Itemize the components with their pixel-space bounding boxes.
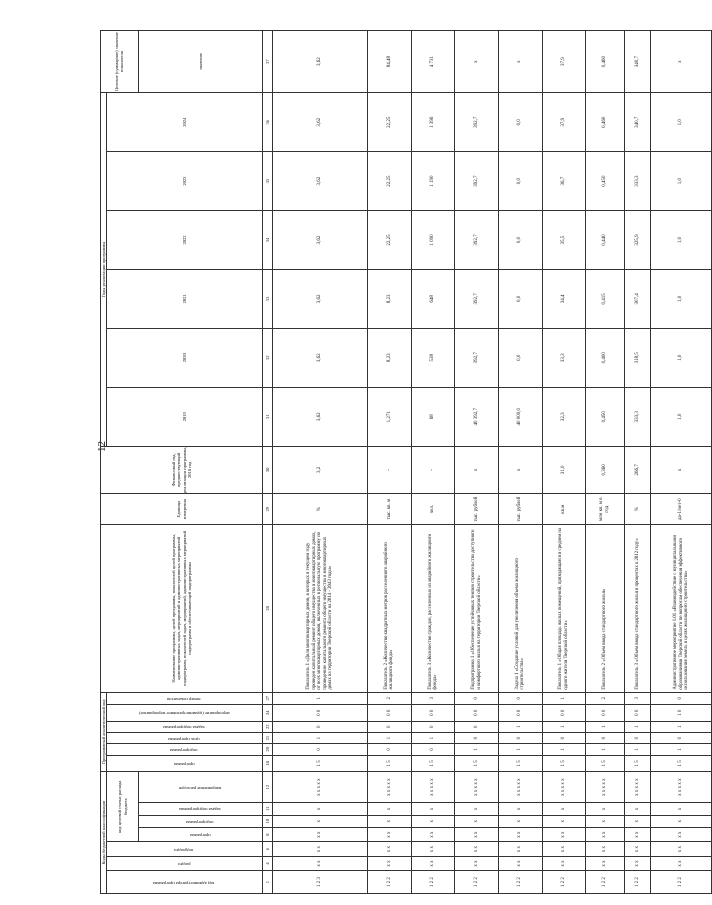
target-value-cell: 3,62 xyxy=(273,31,368,93)
code-task-cell: 0 xyxy=(273,721,368,732)
code-indicator-cell: 0 xyxy=(455,692,499,704)
code-program-cell: 1 5 xyxy=(586,755,625,772)
year-value-cell: 37,9 xyxy=(542,93,586,152)
year-value-cell: 0,450 xyxy=(586,152,625,211)
base-year-cell: 266,7 xyxy=(624,446,650,494)
year-2023-header: 2023 xyxy=(107,152,263,211)
year-value-cell: 307,4 xyxy=(624,269,650,328)
code-direction-cell: x x x x x xyxy=(498,772,542,803)
code-section-cell: x x xyxy=(498,856,542,870)
index-cell: 31 xyxy=(263,387,273,446)
year-value-cell: 392,7 xyxy=(455,328,499,387)
page-number: 12 xyxy=(96,441,108,452)
year-value-cell: 0,0 xyxy=(498,93,542,152)
code-admin-cell: 1 2 2 xyxy=(498,871,542,894)
col-code-subprogram: подпрограмма xyxy=(170,747,198,753)
year-value-cell: 648 xyxy=(411,269,455,328)
code-direction-cell: x x x x x xyxy=(411,772,455,803)
code-program-cell: 1 5 xyxy=(455,755,499,772)
code-subprogram-cell: 0 xyxy=(411,744,455,755)
year-value-cell: 0,450 xyxy=(586,387,625,446)
code-program-cell: 1 5 xyxy=(498,755,542,772)
year-value-cell: 1 090 xyxy=(411,211,455,270)
code-subsection-cell: x x xyxy=(455,842,499,856)
target-value-cell: 4 731 xyxy=(411,31,455,93)
index-cell: 1 xyxy=(263,871,273,894)
code-subsection-cell: x x xyxy=(411,842,455,856)
code-subprogram-x-cell: x xyxy=(624,815,650,827)
target-value-cell: 0,460 xyxy=(586,31,625,93)
code-subprogram-x-cell: x xyxy=(455,815,499,827)
code-subprogram-x-cell: x xyxy=(542,815,586,827)
code-event-cell: 0 0 xyxy=(542,704,586,721)
code-task-cell: 1 xyxy=(586,721,625,732)
table-row xyxy=(455,31,499,894)
year-value-cell: 0,400 xyxy=(586,328,625,387)
year-value-cell: 8,23 xyxy=(368,269,412,328)
unit-header: Единица измерения xyxy=(101,494,263,525)
item-name-cell: Показатель 3 «Количество граждан, расселенных из аварийного жилищного фонда» xyxy=(411,525,455,692)
index-cell: 10 xyxy=(263,815,273,827)
code-program-cell: 1 5 xyxy=(542,755,586,772)
code-task-cell: 0 xyxy=(368,721,412,732)
year-value-cell: 1,0 xyxy=(651,328,712,387)
years-header: Годы реализации программы xyxy=(101,93,107,446)
col-direction: направление расходов xyxy=(178,785,222,791)
index-cell: 4 xyxy=(263,856,273,870)
code-subprogram-x-cell: x xyxy=(368,815,412,827)
index-cell: 30 xyxy=(263,446,273,494)
year-value-cell: 0,415 xyxy=(586,269,625,328)
program-code-header: Программный аналитический код xyxy=(101,692,107,772)
code-admin-cell: 1 2 3 xyxy=(273,871,368,894)
year-value-cell: 333,3 xyxy=(624,152,650,211)
code-direction-cell: x x x x x xyxy=(368,772,412,803)
year-value-cell: 35,5 xyxy=(542,211,586,270)
base-year-cell: 3,2 xyxy=(273,446,368,494)
code-goal-cell: 0 xyxy=(586,732,625,743)
col-subsection: подраздел xyxy=(174,847,194,853)
year-value-cell: 36,7 xyxy=(542,152,586,211)
target-value-cell: 37,9 xyxy=(542,31,586,93)
item-name-cell: Показатель 2 «Количество квадратных метров расселенного аварийного жилищного фонда» xyxy=(368,525,412,692)
base-year-cell: 31,0 xyxy=(542,446,586,494)
code-program-x-cell: x x xyxy=(542,827,586,841)
year-value-cell: 22,25 xyxy=(368,211,412,270)
index-cell: 22 xyxy=(263,721,273,732)
code-section-cell: x x xyxy=(542,856,586,870)
budget-codes-header: Коды бюджетной классификации xyxy=(101,772,107,894)
year-value-cell: 3,62 xyxy=(273,269,368,328)
code-subsection-cell: x x xyxy=(586,842,625,856)
target-value-header: значение xyxy=(138,31,262,93)
unit-cell: да-1/нет-0 xyxy=(651,494,712,525)
year-value-cell: 1,271 xyxy=(368,387,412,446)
year-value-cell: 392,7 xyxy=(455,211,499,270)
code-subprogram-cell: 1 xyxy=(455,744,499,755)
code-direction-cell: x x x x x xyxy=(651,772,712,803)
col-admin-code: код администратора программы xyxy=(153,880,215,886)
code-section-cell: x x xyxy=(273,856,368,870)
code-program-cell: 1 5 xyxy=(368,755,412,772)
code-direction-cell: x x x x x xyxy=(586,772,625,803)
item-name-cell: Показатель 2 «Объем ввода стандартного жилья» xyxy=(586,525,625,692)
year-value-cell: 22,25 xyxy=(368,93,412,152)
code-subprogram-x-cell: x xyxy=(273,815,368,827)
program-indicators-table xyxy=(100,30,712,894)
code-goal-cell: 0 xyxy=(542,732,586,743)
base-year-cell: - xyxy=(368,446,412,494)
unit-cell: млн кв. м в год xyxy=(586,494,625,525)
code-direction-cell: x x x x x xyxy=(624,772,650,803)
year-value-cell: 538 xyxy=(411,328,455,387)
index-cell: 37 xyxy=(263,31,273,93)
code-event-cell: 0 0 xyxy=(411,704,455,721)
year-2024-header: 2024 xyxy=(107,93,263,152)
item-name-cell: Показатель 3 «Объем ввода стандартного жилья в процентах к 2012 году» xyxy=(624,525,650,692)
code-subsection-cell: x x xyxy=(542,842,586,856)
code-indicator-cell: 0 xyxy=(651,692,712,704)
code-section-cell: x x xyxy=(368,856,412,870)
year-value-cell: 1,0 xyxy=(651,211,712,270)
year-value-cell: 392,7 xyxy=(455,93,499,152)
code-subprogram-x-cell: x xyxy=(411,815,455,827)
code-program-x-cell: x x xyxy=(411,827,455,841)
expenditure-type-header: код целевой статьи расхода бюджета xyxy=(107,772,139,842)
year-value-cell: 68 xyxy=(411,387,455,446)
year-value-cell: 34,4 xyxy=(542,269,586,328)
index-cell: 32 xyxy=(263,328,273,387)
col-code-task: задача подпрограммы xyxy=(163,725,205,731)
code-section-cell: x x xyxy=(455,856,499,870)
col-code-goal: цель программы xyxy=(168,736,200,742)
year-value-cell: 392,7 xyxy=(455,269,499,328)
code-subsection-cell: x x xyxy=(651,842,712,856)
year-value-cell: 1,0 xyxy=(651,152,712,211)
item-name-cell: Подпрограмма 1 «Обеспечение устойчивых темпов строительства доступного и комфортного жилья на территории Тверской области» xyxy=(455,525,499,692)
base-year-cell: 0,360 xyxy=(586,446,625,494)
code-event-cell: 0 0 xyxy=(368,704,412,721)
code-task-x-cell: x xyxy=(651,803,712,815)
code-task-x-cell: x xyxy=(411,803,455,815)
code-subprogram-cell: 1 xyxy=(498,744,542,755)
year-value-cell: 1 396 xyxy=(411,93,455,152)
unit-cell: тыс. рублей xyxy=(455,494,499,525)
unit-cell: % xyxy=(624,494,650,525)
code-program-x-cell: x x xyxy=(624,827,650,841)
code-indicator-cell: 1 xyxy=(273,692,368,704)
code-direction-cell: x x x x x xyxy=(273,772,368,803)
code-admin-cell: 1 2 2 xyxy=(651,871,712,894)
year-2019-header: 2019 xyxy=(107,387,263,446)
year-value-cell: 392,7 xyxy=(455,152,499,211)
base-year-cell: x xyxy=(651,446,712,494)
table-row xyxy=(624,31,650,894)
year-value-cell: 3,62 xyxy=(273,211,368,270)
unit-cell: чел. xyxy=(411,494,455,525)
code-indicator-cell: 3 xyxy=(411,692,455,704)
code-task-x-cell: x xyxy=(498,803,542,815)
code-event-cell: 0 0 xyxy=(273,704,368,721)
year-value-cell: 3,62 xyxy=(273,387,368,446)
table-row xyxy=(586,31,625,894)
year-value-cell: 22,25 xyxy=(368,152,412,211)
year-value-cell: 1,0 xyxy=(651,269,712,328)
code-task-cell: 1 xyxy=(542,721,586,732)
code-subprogram-cell: 0 xyxy=(368,744,412,755)
code-goal-cell: 0 xyxy=(498,732,542,743)
code-subprogram-x-cell: x xyxy=(651,815,712,827)
col-code-event: мероприятие (административное мероприятие) xyxy=(138,711,230,717)
financial-year-header: Финансовый год, предшествующий реализации программы, 2018 год xyxy=(101,446,263,494)
name-header: Наименование программы, целей программы, показателей целей программы, административных задач, мероприятий и административных мероприятий подпрограмм, показателей задач, мероприятий, административных мероприятий подпрограмм и обеспечивающей подпрограммы xyxy=(101,525,263,692)
index-cell: 27 xyxy=(263,692,273,704)
col-code-indicator: номер показателя xyxy=(167,696,201,702)
code-direction-cell: x x x x x xyxy=(542,772,586,803)
year-value-cell: 0,0 xyxy=(498,211,542,270)
code-indicator-cell: 2 xyxy=(586,692,625,704)
table-row xyxy=(411,31,455,894)
year-2020-header: 2020 xyxy=(107,328,263,387)
code-section-cell: x x xyxy=(586,856,625,870)
col-code-program: программа xyxy=(173,761,195,767)
index-cell: 36 xyxy=(263,93,273,152)
code-section-cell: x x xyxy=(624,856,650,870)
index-cell: 11 xyxy=(263,803,273,815)
code-admin-cell: 1 2 2 xyxy=(411,871,455,894)
year-value-cell: 1,0 xyxy=(651,387,712,446)
target-value-cell: 340,7 xyxy=(624,31,650,93)
code-program-x-cell: x x xyxy=(368,827,412,841)
code-subsection-cell: x x xyxy=(273,842,368,856)
col-section: раздел xyxy=(177,862,191,868)
code-program-cell: 1 5 xyxy=(273,755,368,772)
year-value-cell: 0,0 xyxy=(498,152,542,211)
code-subsection-cell: x x xyxy=(498,842,542,856)
item-name-cell: Административное мероприятие 1.01 «Взаимодействие с муниципальными образованиями Тверской области по вопросам обеспечения эффективного использования земель в целях жилищного строительства» xyxy=(651,525,712,692)
code-indicator-cell: 0 xyxy=(498,692,542,704)
year-value-cell: 32,3 xyxy=(542,387,586,446)
code-subprogram-cell: 1 xyxy=(586,744,625,755)
code-admin-cell: 1 2 2 xyxy=(455,871,499,894)
code-admin-cell: 1 2 2 xyxy=(624,871,650,894)
code-event-cell: 0 0 xyxy=(624,704,650,721)
index-cell: 35 xyxy=(263,152,273,211)
unit-cell: тыс. кв. м xyxy=(368,494,412,525)
index-cell: 24 xyxy=(263,704,273,721)
col-task: задача подпрограммы xyxy=(179,807,221,813)
code-subprogram-x-cell: x xyxy=(586,815,625,827)
code-subsection-cell: x x xyxy=(368,842,412,856)
code-goal-cell: 1 xyxy=(411,732,455,743)
code-goal-cell: 0 xyxy=(651,732,712,743)
code-task-cell: 0 xyxy=(455,721,499,732)
index-cell: 6 xyxy=(263,842,273,856)
index-cell: 12 xyxy=(263,772,273,803)
code-subprogram-cell: 1 xyxy=(542,744,586,755)
year-value-cell: 33,3 xyxy=(542,328,586,387)
unit-cell: тыс. рублей xyxy=(498,494,542,525)
table-row xyxy=(368,31,412,894)
target-value-cell: 84,48 xyxy=(368,31,412,93)
year-value-cell: 0,0 xyxy=(498,328,542,387)
year-value-cell: 3,62 xyxy=(273,328,368,387)
code-task-x-cell: x xyxy=(542,803,586,815)
code-event-cell: 0 0 xyxy=(498,704,542,721)
unit-cell: % xyxy=(273,494,368,525)
table-body xyxy=(273,31,712,894)
year-value-cell: 8,23 xyxy=(368,328,412,387)
target-value-cell: x xyxy=(455,31,499,93)
table-row xyxy=(651,31,712,894)
year-value-cell: 3,62 xyxy=(273,93,368,152)
code-task-x-cell: x xyxy=(586,803,625,815)
code-admin-cell: 1 2 2 xyxy=(542,871,586,894)
index-cell: 18 xyxy=(263,755,273,772)
code-task-x-cell: x xyxy=(624,803,650,815)
code-subprogram-x-cell: x xyxy=(498,815,542,827)
table-row xyxy=(542,31,586,894)
code-indicator-cell: 3 xyxy=(624,692,650,704)
target-header: Целевое (суммарное) значение показателя xyxy=(101,31,139,93)
year-value-cell: 0,440 xyxy=(586,211,625,270)
code-subsection-cell: x x xyxy=(624,842,650,856)
year-2021-header: 2021 xyxy=(107,269,263,328)
year-value-cell: 325,9 xyxy=(624,211,650,270)
index-cell: 34 xyxy=(263,211,273,270)
code-goal-cell: 0 xyxy=(455,732,499,743)
code-section-cell: x x xyxy=(651,856,712,870)
year-value-cell: 1 190 xyxy=(411,152,455,211)
index-cell: 21 xyxy=(263,732,273,743)
code-subprogram-cell: 1 xyxy=(624,744,650,755)
table-row xyxy=(273,31,368,894)
year-value-cell: 318,5 xyxy=(624,328,650,387)
code-program-cell: 1 5 xyxy=(624,755,650,772)
code-indicator-cell: 1 xyxy=(542,692,586,704)
code-goal-cell: 0 xyxy=(624,732,650,743)
code-task-cell: 0 xyxy=(411,721,455,732)
code-program-x-cell: x x xyxy=(273,827,368,841)
col-program: программа xyxy=(189,833,211,839)
item-name-cell: Показатель 1 «Доля многоквартирных домов, в которых в текущем году проведен капитальный ремонт общего имущества в многоквартирных домах, от всех многоквартирных домов, включенных в региональную программу по проведению капитального ремонта общего имущества в многоквартирных домах на территории Тверской области на 2014 - 2043 годы» xyxy=(273,525,368,692)
index-cell: 8 xyxy=(263,827,273,841)
year-value-cell: 333,3 xyxy=(624,387,650,446)
target-value-cell: x xyxy=(651,31,712,93)
year-value-cell: 3,62 xyxy=(273,152,368,211)
code-subprogram-cell: 1 xyxy=(651,744,712,755)
code-task-x-cell: x xyxy=(273,803,368,815)
item-name-cell: Показатель 1 «Общая площадь жилых помещений, приходящаяся в среднем на одного жителя Тверской области» xyxy=(542,525,586,692)
col-subprogram: подпрограмма xyxy=(186,819,214,825)
code-admin-cell: 1 2 2 xyxy=(368,871,412,894)
code-direction-cell: x x x x x xyxy=(455,772,499,803)
year-value-cell: 0,0 xyxy=(498,269,542,328)
code-admin-cell: 1 2 2 xyxy=(586,871,625,894)
target-value-cell: x xyxy=(498,31,542,93)
year-value-cell: 0,460 xyxy=(586,93,625,152)
code-program-x-cell: x x xyxy=(651,827,712,841)
code-program-x-cell: x x xyxy=(586,827,625,841)
code-subprogram-cell: 0 xyxy=(273,744,368,755)
code-program-x-cell: x x xyxy=(498,827,542,841)
code-goal-cell: 1 xyxy=(273,732,368,743)
rotated-table-container xyxy=(100,30,690,894)
base-year-cell: x xyxy=(455,446,499,494)
base-year-cell: x xyxy=(498,446,542,494)
code-task-x-cell: x xyxy=(368,803,412,815)
code-program-cell: 1 5 xyxy=(411,755,455,772)
code-event-cell: 1 0 xyxy=(651,704,712,721)
year-value-cell: 40 392,7 xyxy=(455,387,499,446)
index-cell: 33 xyxy=(263,269,273,328)
code-event-cell: 0 0 xyxy=(455,704,499,721)
code-indicator-cell: 2 xyxy=(368,692,412,704)
code-task-cell: 1 xyxy=(651,721,712,732)
code-task-cell: 1 xyxy=(498,721,542,732)
index-cell: 28 xyxy=(263,525,273,692)
code-section-cell: x x xyxy=(411,856,455,870)
code-program-x-cell: x x xyxy=(455,827,499,841)
index-cell: 29 xyxy=(263,494,273,525)
code-goal-cell: 1 xyxy=(368,732,412,743)
index-cell: 20 xyxy=(263,744,273,755)
code-event-cell: 0 0 xyxy=(586,704,625,721)
code-task-x-cell: x xyxy=(455,803,499,815)
unit-cell: кв.м xyxy=(542,494,586,525)
year-value-cell: 340,7 xyxy=(624,93,650,152)
year-value-cell: 40 000,0 xyxy=(498,387,542,446)
year-2022-header: 2022 xyxy=(107,211,263,270)
year-value-cell: 1,0 xyxy=(651,93,712,152)
code-program-cell: 1 5 xyxy=(651,755,712,772)
table-row xyxy=(498,31,542,894)
code-task-cell: 1 xyxy=(624,721,650,732)
base-year-cell: - xyxy=(411,446,455,494)
item-name-cell: Задача 1 «Создание условий для увеличения объема жилищного строительства» xyxy=(498,525,542,692)
